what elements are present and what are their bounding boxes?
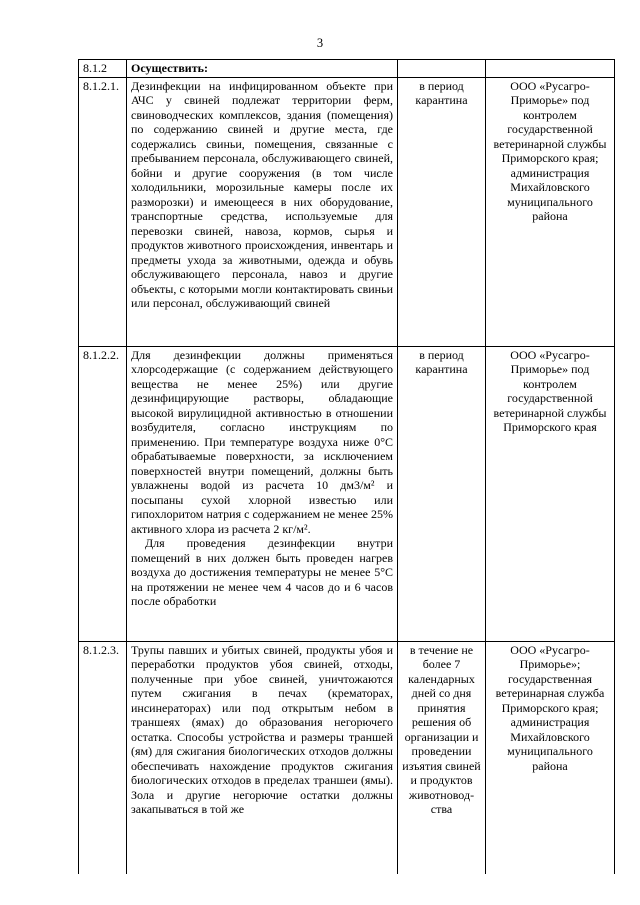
measures-table bbox=[78, 59, 615, 874]
description-paragraph: Для проведения дезинфекции внутри помещений в них должен быть проведен нагрев воздуха до достижения температуры не менее 5°С на протяжении не менее чем 4 часов до и 6 часов после обработки bbox=[131, 536, 393, 608]
item-number: 8.1.2.1. bbox=[79, 77, 127, 346]
item-description bbox=[127, 77, 398, 346]
item-description bbox=[127, 346, 398, 641]
table-row bbox=[79, 77, 615, 346]
description-paragraph: Для дезинфекции должны применяться хлорсодержащие (с содержанием действующего вещества не менее 25%) или другие дезинфицирующие растворы, обладающие высокой вирулицидной активностью в отношении возбудителя, согласно инструкциям по применению. При температуре воздуха ниже 0°С обрабатываемые поверхности, за исключением поверхностей внутри помещений, должны быть увлажнены водой из расчета 10 дм3/м² и посыпаны сухой хлорной известью или гипохлоритом натрия с содержанием не менее 25% активного хлора из расчета 2 кг/м². bbox=[131, 347, 393, 536]
description-paragraph: Дезинфекции на инфицированном объекте при АЧС у свиней подлежат территории ферм, свиноводческих комплексов, здания (помещения) по содержанию свиней и другие места, где содержались свиньи, помещения, связанные с пребыванием персонала, обслуживающего свиней, бойни и другие сооружения (в том числе холодильники, морозильные камеры после их разморозки) и имеющееся в них оборудование, транспортные средства, используемые для перевозки свиней, навоза, кормов, сырья и продуктов животного происхождения, инвентарь и предметы ухода за животными, одежда и обувь обслуживающего персонала, навоз и другие объекты, с которыми могли контактировать свиньи или персонал, обслуживающий свиней bbox=[131, 78, 393, 310]
item-number: 8.1.2.3. bbox=[79, 641, 127, 874]
table-header-row bbox=[79, 60, 615, 78]
item-term: в период карантина bbox=[398, 346, 486, 641]
item-description bbox=[127, 641, 398, 874]
description-paragraph: Трупы павших и убитых свиней, продукты убоя и переработки продуктов убоя свиней, отходы, полученные при убое свиней, уничтожаются путем сжигания в печах (крематорах, инсинераторах) или под открытым небом в траншеях (ямах) до образования негорючего остатка. Способы устройства и размеры траншей (ям) для сжигания биологических отходов должны обеспечивать нахождение продуктов сжигания биологических отходов в пределах траншеи (ямы). Зола и другие негорючие остатки должны закапываться в той же bbox=[131, 642, 393, 816]
item-responsible: ООО «Русагро-Приморье» под контролем государственной ветеринарной службы Приморского края bbox=[486, 346, 615, 641]
empty-cell bbox=[398, 60, 486, 78]
section-number: 8.1.2 bbox=[79, 60, 127, 78]
item-term: в период карантина bbox=[398, 77, 486, 346]
table-row bbox=[79, 641, 615, 874]
item-term: в течение не более 7 календарных дней со дня принятия решения об организации и проведении изъятия свиней и продуктов животновод-ства bbox=[398, 641, 486, 874]
section-heading: Осуществить: bbox=[127, 60, 398, 78]
item-responsible: ООО «Русагро-Приморье» под контролем государственной ветеринарной службы Приморского края; администрация Михайловского муниципального района bbox=[486, 77, 615, 346]
page-number: 3 bbox=[316, 36, 324, 50]
table-row bbox=[79, 346, 615, 641]
empty-cell bbox=[486, 60, 615, 78]
item-number: 8.1.2.2. bbox=[79, 346, 127, 641]
item-responsible: ООО «Русагро-Приморье»; государственная ветеринарная служба Приморского края; администрация Михайловского муниципального района bbox=[486, 641, 615, 874]
